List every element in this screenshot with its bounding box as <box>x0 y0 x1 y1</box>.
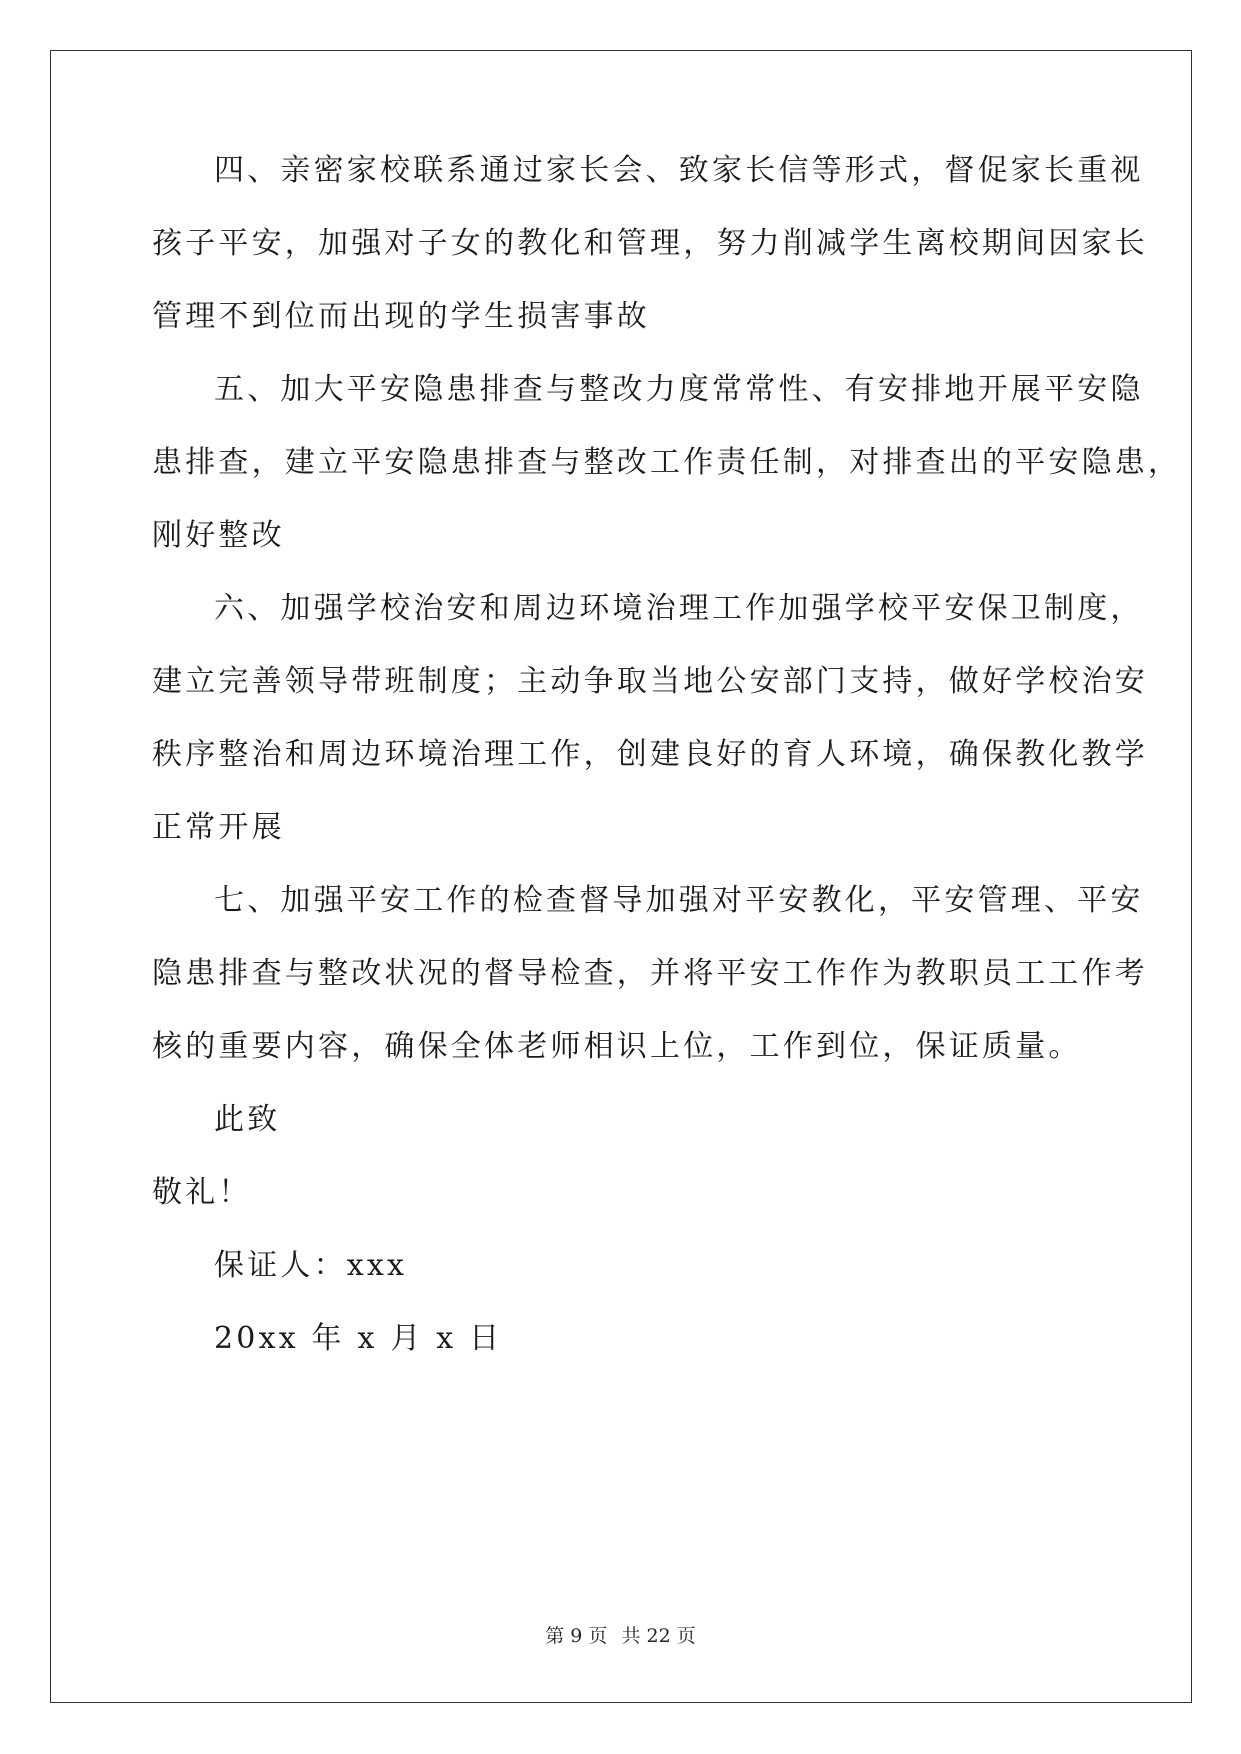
paragraph-line: 患排查，建立平安隐患排查与整改工作责任制，对排查出的平安隐患， <box>152 445 1182 480</box>
paragraph-line: 孩子平安，加强对子女的教化和管理，努力削减学生离校期间因家长 <box>152 226 1148 261</box>
date-line: 20xx 年 x 月 x 日 <box>214 1321 503 1356</box>
paragraph-line: 七、加强平安工作的检查督导加强对平安教化，平安管理、平安 <box>214 883 1144 918</box>
paragraph-line: 秩序整治和周边环境治理工作，创建良好的育人环境，确保教化教学 <box>152 737 1148 772</box>
paragraph-line: 四、亲密家校联系通过家长会、致家长信等形式，督促家长重视 <box>214 153 1144 188</box>
paragraph-line: 五、加大平安隐患排查与整改力度常常性、有安排地开展平安隐 <box>214 372 1144 407</box>
closing-regards: 敬礼！ <box>152 1175 252 1210</box>
paragraph-line: 刚好整改 <box>152 518 285 553</box>
paragraph-line: 建立完善领导带班制度；主动争取当地公安部门支持，做好学校治安 <box>152 664 1148 699</box>
page-footer <box>0 1624 1241 1648</box>
paragraph-line: 隐患排查与整改状况的督导检查，并将平安工作作为教职员工工作考 <box>152 956 1148 991</box>
guarantor-line: 保证人：xxx <box>214 1248 408 1283</box>
page-border <box>50 50 1192 1703</box>
paragraph-line: 六、加强学校治安和周边环境治理工作加强学校平安保卫制度， <box>214 591 1144 626</box>
page-number: 第 9 页 <box>545 1625 608 1647</box>
paragraph-line: 正常开展 <box>152 810 285 845</box>
closing-salutation: 此致 <box>214 1102 281 1137</box>
page-total: 共 22 页 <box>621 1625 696 1647</box>
paragraph-line: 核的重要内容，确保全体老师相识上位，工作到位，保证质量。 <box>152 1029 1082 1064</box>
paragraph-line: 管理不到位而出现的学生损害事故 <box>152 299 650 334</box>
